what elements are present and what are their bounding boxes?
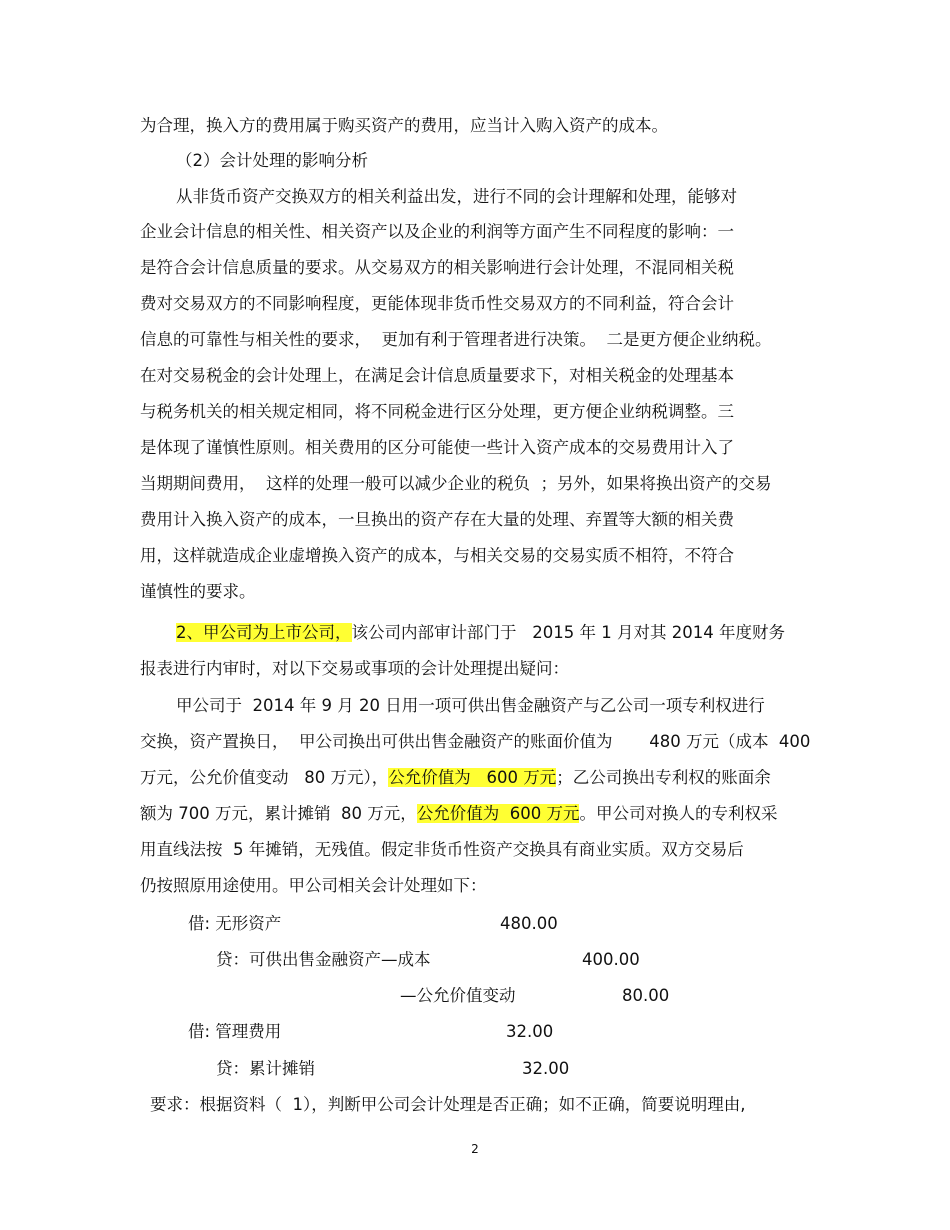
entry-amount: 400.00 bbox=[582, 950, 640, 969]
paragraph-line: 是体现了谨慎性原则。相关费用的区分可能使一些计入资产成本的交易费用计入了 bbox=[140, 438, 734, 457]
paragraph-line: 甲公司于 2014 年 9 月 20 日用一项可供出售金融资产与乙公司一项专利权进行 bbox=[176, 696, 765, 715]
case-text: ；乙公司换出专利权的账面余 bbox=[556, 768, 771, 787]
case-text: 万元，公允价值变动 80 万元）， bbox=[140, 768, 389, 787]
highlighted-text: 2、甲公司为上市公司， bbox=[176, 623, 352, 642]
paragraph-line: 从非货币资产交换双方的相关利益出发，进行不同的会计理解和处理，能够对 bbox=[176, 187, 737, 206]
paragraph-line: 报表进行内审时，对以下交易或事项的会计处理提出疑问： bbox=[140, 659, 569, 678]
entry-label: 借: 无形资产 bbox=[188, 914, 282, 933]
entry-amount: 32.00 bbox=[522, 1059, 570, 1078]
paragraph-line: 当期期间费用， 这样的处理一般可以减少企业的税负 ；另外，如果将换出资产的交易 bbox=[140, 474, 772, 493]
entry-amount: 80.00 bbox=[622, 986, 670, 1005]
paragraph-line: 用直线法按 5 年摊销，无残值。假定非货币性资产交换具有商业实质。双方交易后 bbox=[140, 840, 744, 859]
case-text: 该公司内部审计部门于 2015 年 1 月对其 2014 年度财务 bbox=[351, 623, 785, 642]
case-text: 额为 700 万元，累计摊销 80 万元， bbox=[140, 804, 417, 823]
highlighted-text: 公允价值为 600 万元 bbox=[388, 768, 557, 787]
paragraph-line: 是符合会计信息质量的要求。从交易双方的相关影响进行会计处理，不混同相关税 bbox=[140, 258, 734, 277]
paragraph-line: 为合理，换入方的费用属于购买资产的费用，应当计入购入资产的成本。 bbox=[140, 116, 668, 135]
page-number: 2 bbox=[471, 1142, 479, 1156]
case-text: 。甲公司对换人的专利权采 bbox=[579, 804, 778, 823]
paragraph-line: 与税务机关的相关规定相同，将不同税金进行区分处理，更方便企业纳税调整。三 bbox=[140, 402, 734, 421]
paragraph-line bbox=[140, 767, 771, 789]
entry-amount: 32.00 bbox=[506, 1022, 554, 1041]
case-intro-line bbox=[176, 622, 785, 644]
entry-label: 贷：累计摊销 bbox=[216, 1059, 315, 1078]
paragraph-line: 仍按照原用途使用。甲公司相关会计处理如下： bbox=[140, 876, 487, 895]
highlighted-text: 公允价值为 600 万元 bbox=[416, 804, 580, 823]
paragraph-line: 在对交易税金的会计处理上，在满足会计信息质量要求下，对相关税金的处理基本 bbox=[140, 366, 734, 385]
paragraph-line: 谨慎性的要求。 bbox=[140, 582, 256, 601]
entry-label: —公允价值变动 bbox=[400, 986, 516, 1005]
paragraph-line: 信息的可靠性与相关性的要求， 更加有利于管理者进行决策。 二是更方便企业纳税。 bbox=[140, 330, 772, 349]
paragraph-line: 企业会计信息的相关性、相关资产以及企业的利润等方面产生不同程度的影响：一 bbox=[140, 222, 734, 241]
paragraph-line: 费用计入换入资产的成本，一旦换出的资产存在大量的处理、弃置等大额的相关费 bbox=[140, 510, 734, 529]
paragraph-line: 用，这样就造成企业虚增换入资产的成本，与相关交易的交易实质不相符，不符合 bbox=[140, 546, 734, 565]
entry-label: 借: 管理费用 bbox=[188, 1022, 282, 1041]
paragraph-line: 交换，资产置换日， 甲公司换出可供出售金融资产的账面价值为 480 万元（成本 400 bbox=[140, 732, 811, 751]
requirement-text: 要求：根据资料（ 1），判断甲公司会计处理是否正确；如不正确，简要说明理由, bbox=[150, 1095, 746, 1114]
subsection-heading: （2）会计处理的影响分析 bbox=[176, 151, 368, 170]
paragraph-line bbox=[140, 803, 777, 825]
paragraph-line: 费对交易双方的不同影响程度，更能体现非货币性交易双方的不同利益，符合会计 bbox=[140, 294, 734, 313]
entry-amount: 480.00 bbox=[500, 914, 558, 933]
entry-label: 贷：可供出售金融资产—成本 bbox=[216, 950, 431, 969]
